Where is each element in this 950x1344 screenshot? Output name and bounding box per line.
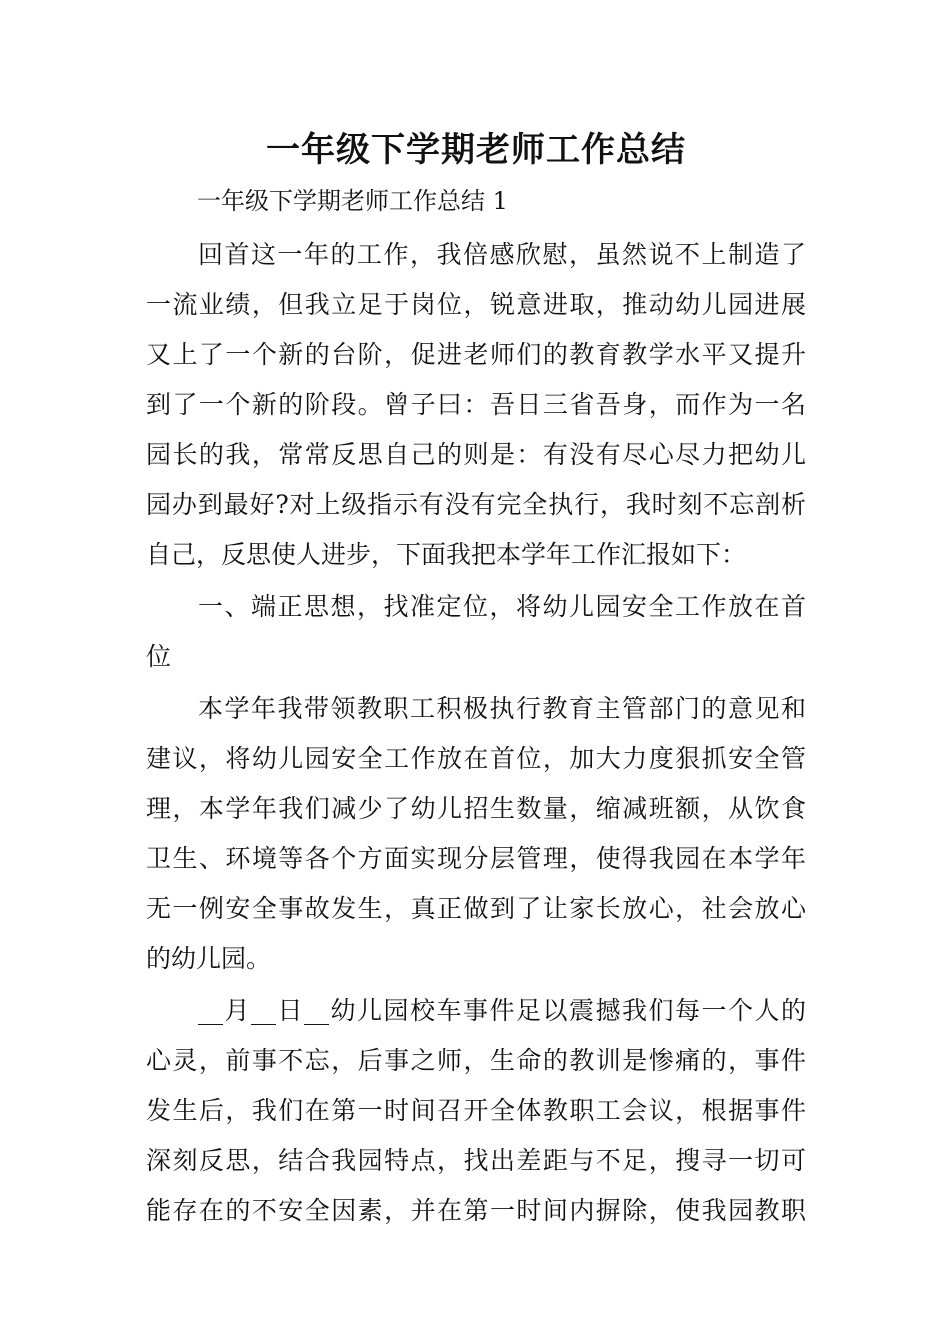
text-line: __月__日__幼儿园校车事件足以震撼我们每一个人的 xyxy=(198,996,806,1025)
text-line: 的幼儿园。 xyxy=(146,944,272,973)
paragraph-safety xyxy=(146,684,806,984)
text-line: 又上了一个新的台阶，促进老师们的教育教学水平又提升 xyxy=(146,340,806,369)
text-line: 位 xyxy=(146,642,172,671)
section-subtitle: 一年级下学期老师工作总结 1 xyxy=(197,187,508,215)
document-title: 一年级下学期老师工作总结 xyxy=(266,130,686,170)
text-line: 自己，反思使人进步，下面我把本学年工作汇报如下： xyxy=(146,540,747,569)
text-line: 卫生、环境等各个方面实现分层管理，使得我园在本学年 xyxy=(146,844,806,873)
text-line: 发生后，我们在第一时间召开全体教职工会议，根据事件 xyxy=(146,1096,806,1125)
text-line: 理，本学年我们减少了幼儿招生数量，缩减班额，从饮食 xyxy=(146,794,806,823)
text-line: 建议，将幼儿园安全工作放在首位，加大力度狠抓安全管 xyxy=(146,744,806,773)
paragraph-intro xyxy=(146,230,806,580)
paragraph-incident xyxy=(146,986,806,1236)
text-line: 本学年我带领教职工积极执行教育主管部门的意见和 xyxy=(198,694,806,723)
section-heading-1 xyxy=(146,582,806,682)
text-line: 回首这一年的工作，我倍感欣慰，虽然说不上制造了 xyxy=(198,240,806,269)
text-line: 能存在的不安全因素，并在第一时间内摒除，使我园教职 xyxy=(146,1196,806,1225)
text-line: 园长的我，常常反思自己的则是：有没有尽心尽力把幼儿 xyxy=(146,440,806,469)
text-line: 一流业绩，但我立足于岗位，锐意进取，推动幼儿园进展 xyxy=(146,290,806,319)
text-line: 心灵，前事不忘，后事之师，生命的教训是惨痛的，事件 xyxy=(146,1046,806,1075)
text-line: 深刻反思，结合我园特点，找出差距与不足，搜寻一切可 xyxy=(146,1146,806,1175)
text-line: 园办到最好?对上级指示有没有完全执行，我时刻不忘剖析 xyxy=(146,490,806,519)
text-line: 无一例安全事故发生，真正做到了让家长放心，社会放心 xyxy=(146,894,806,923)
document-page xyxy=(146,118,806,1236)
text-line: 一、端正思想，找准定位，将幼儿园安全工作放在首 xyxy=(198,592,806,621)
text-line: 到了一个新的阶段。曾子曰：吾日三省吾身，而作为一名 xyxy=(146,390,806,419)
